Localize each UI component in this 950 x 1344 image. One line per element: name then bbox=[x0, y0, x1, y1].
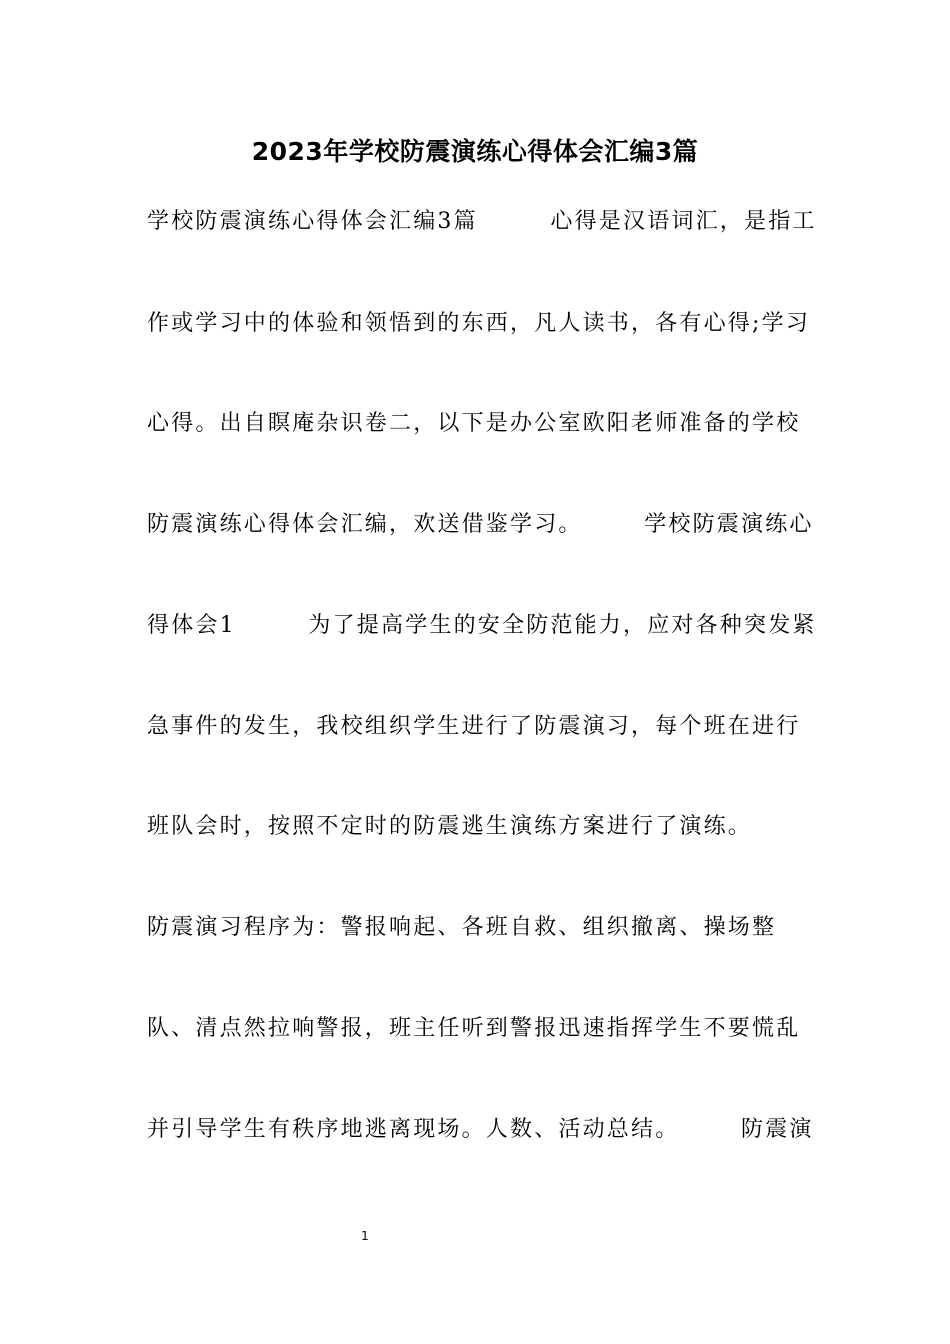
body-line-2: 作或学习中的体验和领悟到的东西，凡人读书，各有心得;学习 bbox=[147, 311, 811, 336]
page-title: 2023年学校防震演练心得体会汇编3篇 bbox=[251, 137, 699, 166]
body-line-4: 防震演练心得体会汇编，欢送借鉴学习。 学校防震演练心 bbox=[147, 512, 814, 537]
body-line-9: 队、清点然拉响警报，班主任听到警报迅速指挥学生不要慌乱 bbox=[147, 1016, 801, 1041]
body-line-1: 学校防震演练心得体会汇编3篇 心得是汉语词汇，是指工 bbox=[147, 209, 817, 234]
body-line-5: 得体会1 为了提高学生的安全防范能力，应对各种突发紧 bbox=[147, 613, 817, 638]
body-line-7: 班队会时，按照不定时的防震逃生演练方案进行了演练。 bbox=[147, 814, 753, 839]
body-line-10: 并引导学生有秩序地逃离现场。人数、活动总结。 防震演 bbox=[147, 1117, 814, 1142]
body-line-8: 防震演习程序为：警报响起、各班自救、组织撤离、操场整 bbox=[147, 915, 777, 940]
body-line-6: 急事件的发生，我校组织学生进行了防震演习，每个班在进行 bbox=[147, 714, 801, 739]
page-number: 1 bbox=[361, 1229, 369, 1243]
body-line-3: 心得。出自瞑庵杂识卷二，以下是办公室欧阳老师准备的学校 bbox=[147, 411, 801, 436]
